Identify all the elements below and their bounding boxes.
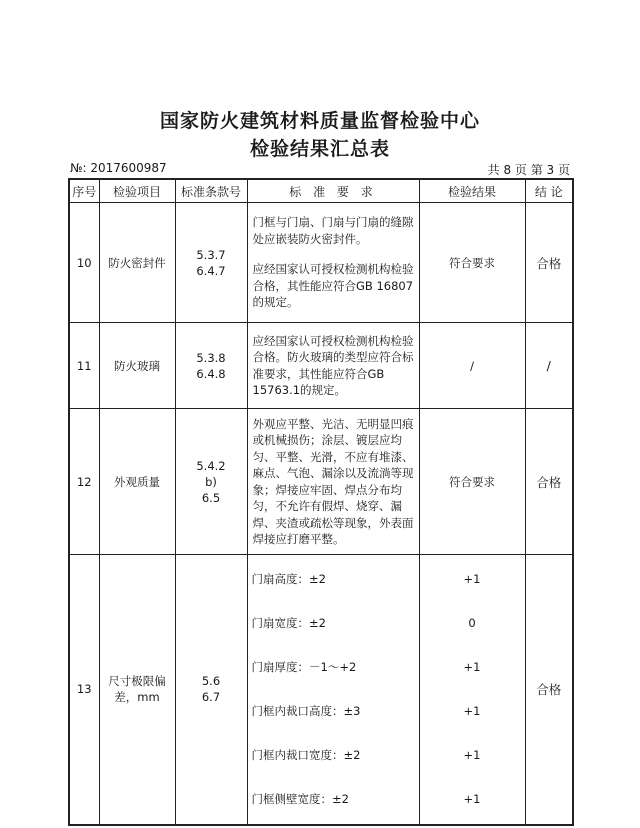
clause: 5.6 bbox=[201, 674, 221, 689]
dim-label: 门框内裁口宽度：±2 bbox=[251, 748, 361, 762]
requirement-text: 应经国家认可授权检测机构检验合格，其性能应符合GB 16807的规定。 bbox=[252, 262, 414, 310]
report-number: №: 2017600987 bbox=[70, 161, 167, 175]
row-clauses bbox=[175, 409, 247, 555]
requirement-text: 外观应平整、光洁、无明显凹痕或机械损伤；涂层、镀层应均匀、平整、光滑，不应有堆漆、麻点、气泡、漏涂以及流淌等现象；焊接应牢固、焊点分布均匀，不允许有假焊、烧穿、漏焊、夹渣或疏松等现象，外表面焊接应打磨平整。 bbox=[252, 416, 414, 546]
row-no: 11 bbox=[69, 323, 99, 409]
dim-label: 门扇宽度：±2 bbox=[251, 616, 326, 630]
clause: 5.4.2 bbox=[196, 458, 226, 473]
dim-label: 门框侧壁宽度：±2 bbox=[251, 792, 349, 806]
row-requirement bbox=[247, 323, 419, 409]
row-clauses bbox=[175, 555, 247, 825]
row-result: 符合要求 bbox=[419, 409, 525, 555]
requirement-text: 门框与门扇、门扇与门扇的缝隙处应嵌装防火密封件。 bbox=[252, 215, 414, 246]
row-item: 防火玻璃 bbox=[99, 323, 175, 409]
row-requirement bbox=[247, 203, 419, 323]
row-conclusion: 合格 bbox=[525, 555, 573, 825]
table-header-row bbox=[69, 179, 573, 203]
dim-result: +1 bbox=[463, 660, 481, 674]
row-result: / bbox=[419, 323, 525, 409]
dim-result: 0 bbox=[468, 616, 476, 630]
clause: 6.7 bbox=[201, 690, 221, 705]
dim-result: +1 bbox=[463, 704, 481, 718]
col-header-requirement: 标 准 要 求 bbox=[247, 179, 419, 203]
clause: 6.5 bbox=[201, 490, 221, 505]
row-clauses bbox=[175, 323, 247, 409]
row-item: 外观质量 bbox=[99, 409, 175, 555]
row-clauses bbox=[175, 203, 247, 323]
row-conclusion: 合格 bbox=[525, 409, 573, 555]
clause: 6.4.8 bbox=[196, 366, 226, 381]
table-row bbox=[69, 203, 573, 323]
row-requirement bbox=[247, 409, 419, 555]
dim-label: 门框内裁口高度：±3 bbox=[251, 704, 361, 718]
table-row bbox=[69, 323, 573, 409]
col-header-item: 检验项目 bbox=[99, 179, 175, 203]
report-title: 国家防火建筑材料质量监督检验中心 bbox=[159, 110, 480, 132]
row-item: 防火密封件 bbox=[99, 203, 175, 323]
report-subtitle: 检验结果汇总表 bbox=[249, 138, 390, 160]
requirement-text: 应经国家认可授权检测机构检验合格。防火玻璃的类型应符合标准要求，其性能应符合GB 15763.1的规定。 bbox=[252, 333, 414, 397]
page-info: 共 8 页 第 3 页 bbox=[487, 163, 570, 177]
row-item: 尺寸极限偏差，mm bbox=[99, 555, 175, 825]
clause: b) bbox=[205, 474, 217, 489]
dim-result: +1 bbox=[463, 572, 481, 586]
row-no: 13 bbox=[69, 555, 99, 825]
col-header-result: 检验结果 bbox=[419, 179, 525, 203]
row-dims bbox=[247, 555, 419, 825]
dim-label: 门扇厚度：－1～+2 bbox=[251, 660, 357, 674]
clause: 6.4.7 bbox=[196, 263, 226, 278]
col-header-no: 序号 bbox=[69, 179, 99, 203]
clause: 5.3.7 bbox=[196, 247, 226, 262]
row-result: 符合要求 bbox=[419, 203, 525, 323]
table-row bbox=[69, 555, 573, 825]
row-conclusion: / bbox=[525, 323, 573, 409]
table-row bbox=[69, 409, 573, 555]
clause: 5.3.8 bbox=[196, 350, 226, 365]
dim-result: +1 bbox=[463, 792, 481, 806]
row-no: 10 bbox=[69, 203, 99, 323]
col-header-conclusion: 结 论 bbox=[525, 179, 573, 203]
row-conclusion: 合格 bbox=[525, 203, 573, 323]
dim-label: 门扇高度：±2 bbox=[251, 572, 326, 586]
row-no: 12 bbox=[69, 409, 99, 555]
dim-result: +1 bbox=[463, 748, 481, 762]
row-dim-results bbox=[419, 555, 525, 825]
col-header-clause: 标准条款号 bbox=[175, 179, 247, 203]
results-table bbox=[68, 178, 574, 826]
